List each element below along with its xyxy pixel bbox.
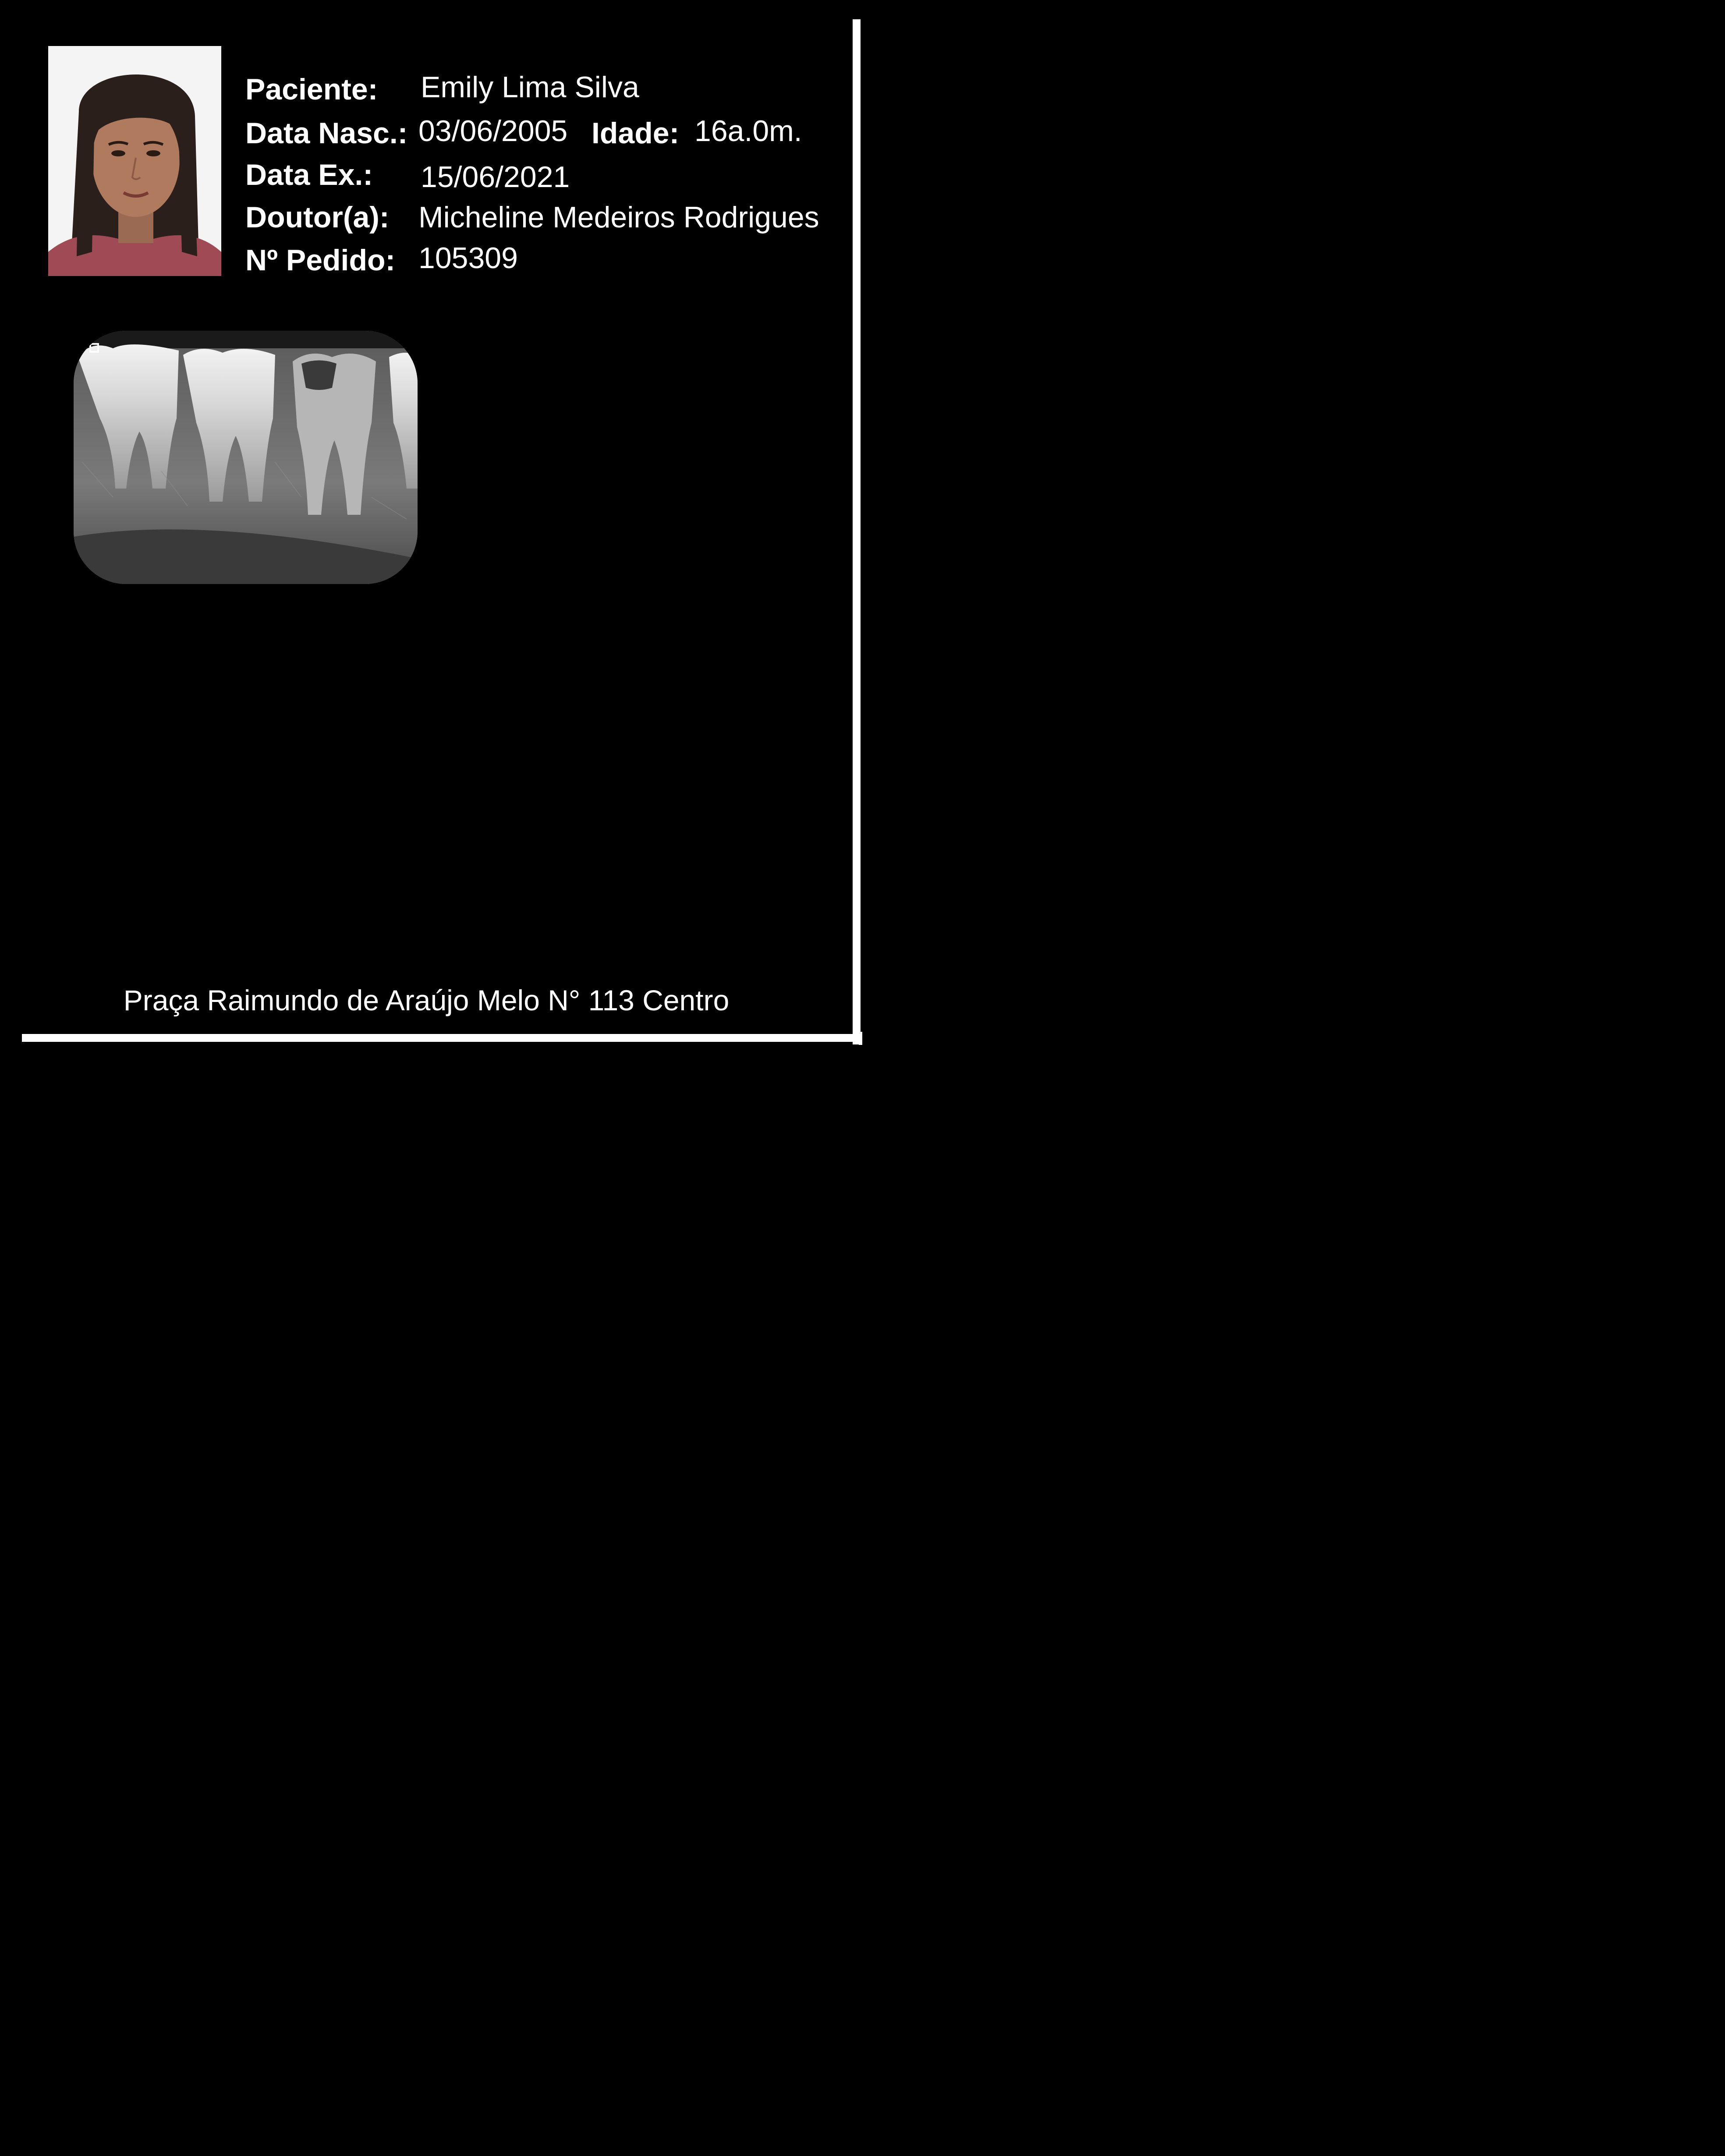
birth-date-label: Data Nasc.:	[245, 117, 408, 150]
doctor-label: Doutor(a):	[245, 201, 390, 234]
age-label: Idade:	[592, 117, 680, 150]
frame-bottom-border	[22, 1034, 862, 1042]
age-value: 16a.0m.	[694, 114, 802, 148]
birth-date-value: 03/06/2005	[418, 114, 568, 148]
frame-right-border	[853, 19, 861, 1044]
doctor-value: Micheline Medeiros Rodrigues	[418, 201, 819, 234]
dental-xray-image	[74, 331, 418, 584]
patient-name-label: Paciente:	[245, 73, 378, 106]
order-number-value: 105309	[418, 241, 518, 275]
exam-date-value: 15/06/2021	[421, 160, 570, 194]
patient-photo	[48, 46, 221, 276]
exam-date-label: Data Ex.:	[245, 158, 373, 191]
patient-name-value: Emily Lima Silva	[421, 71, 639, 104]
order-number-label: Nº Pedido:	[245, 244, 396, 277]
footer-address: Praça Raimundo de Araújo Melo N° 113 Centro	[123, 984, 730, 1016]
